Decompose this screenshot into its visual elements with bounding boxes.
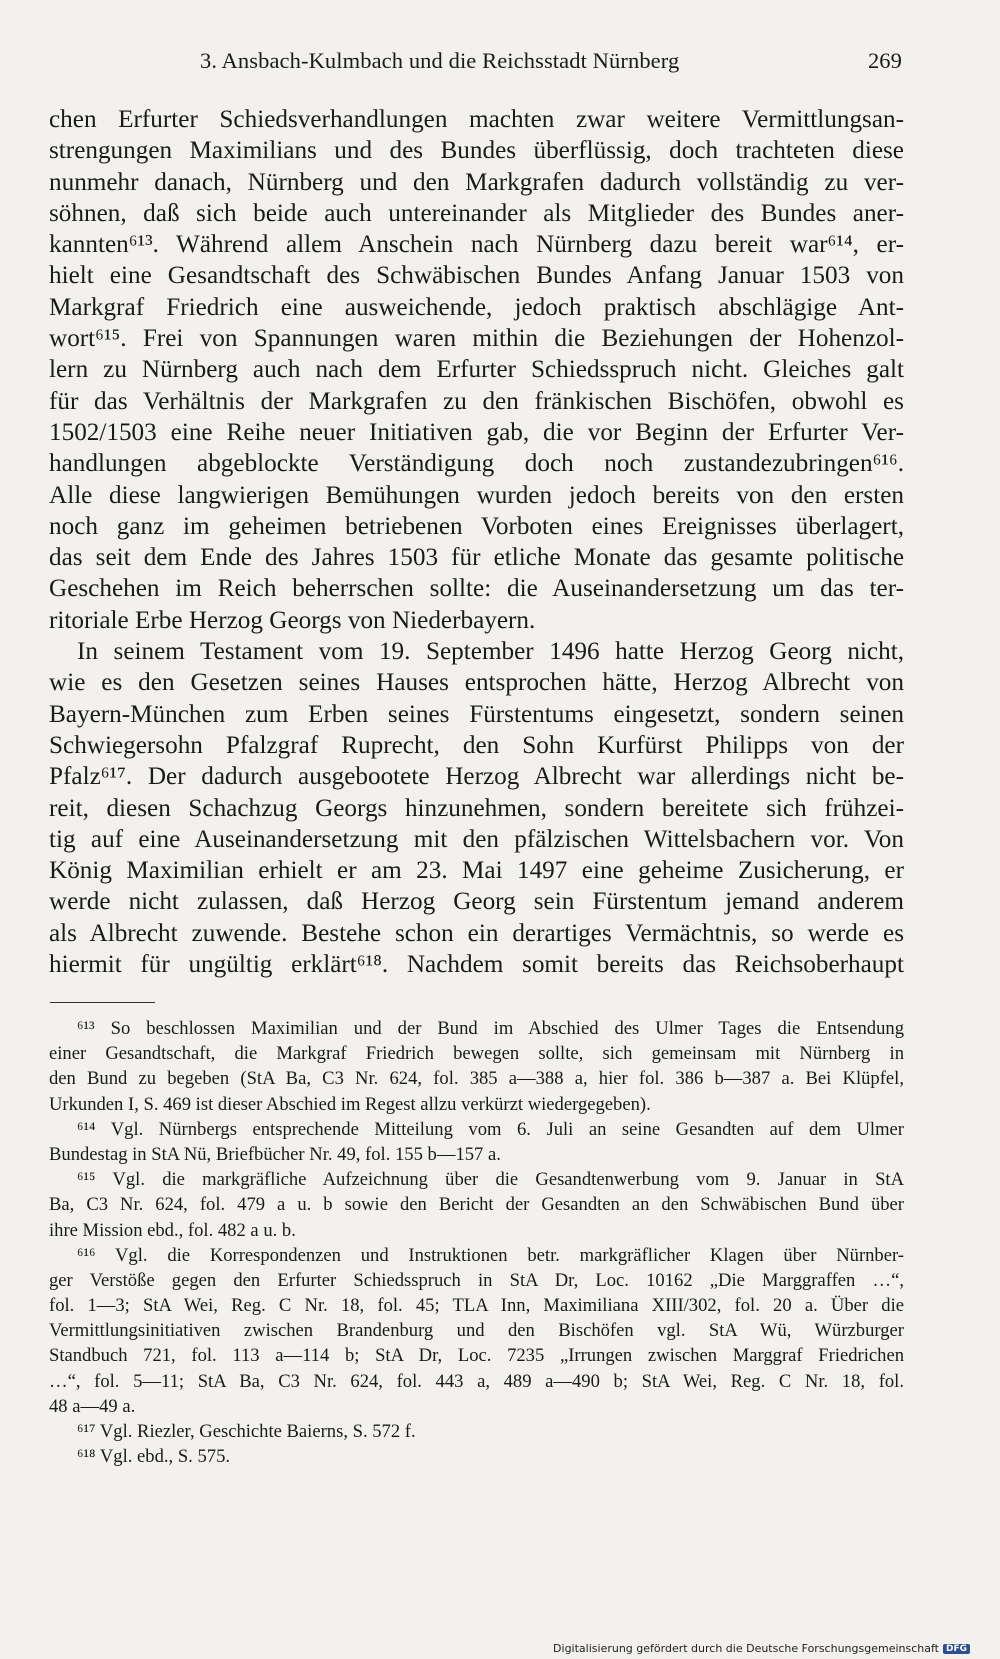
footnote-line: Bundestag in StA Nü, Briefbücher Nr. 49, fol. 155 b—157 a. bbox=[49, 1143, 501, 1165]
body-line: handlungen abgeblockte Verständigung doch noch zustandezubringen⁶¹⁶. bbox=[49, 450, 904, 478]
footnote-line: Vermittlungsinitiativen zwischen Brandenburg und den Bischöfen vgl. StA Wü, Würzburger bbox=[49, 1320, 904, 1342]
page-number: 269 bbox=[867, 48, 902, 73]
body-line: König Maximilian erhielt er am 23. Mai 1497 eine geheime Zusicherung, er bbox=[49, 857, 904, 885]
footnote-line: einer Gesandtschaft, die Markgraf Friedrich bewegen sollte, sich gemeinsam mit Nürnberg in bbox=[49, 1043, 904, 1065]
main-text bbox=[49, 104, 904, 980]
footnote-line: ⁶¹⁴ Vgl. Nürnbergs entsprechende Mitteilung vom 6. Juli an seine Gesandten auf dem Ulmer bbox=[77, 1118, 904, 1140]
body-line: ritoriale Erbe Herzog Georgs von Niederbayern. bbox=[49, 606, 536, 634]
footnote-separator bbox=[50, 1002, 155, 1003]
body-line: In seinem Testament vom 19. September 1496 hatte Herzog Georg nicht, bbox=[77, 638, 904, 666]
body-line: wie es den Gesetzen seines Hauses entsprochen hätte, Herzog Albrecht von bbox=[49, 669, 904, 697]
body-line: strengungen Maximilians und des Bundes überflüssig, doch trachteten diese bbox=[49, 137, 904, 165]
body-line: Geschehen im Reich beherrschen sollte: die Auseinandersetzung um das ter- bbox=[49, 575, 904, 603]
body-line: für das Verhältnis der Markgrafen zu den fränkischen Bischöfen, obwohl es bbox=[49, 387, 904, 415]
body-line: hiermit für ungültig erklärt⁶¹⁸. Nachdem somit bereits das Reichsoberhaupt bbox=[49, 951, 904, 979]
body-line: werde nicht zulassen, daß Herzog Georg sein Fürstentum jemand anderem bbox=[49, 888, 904, 916]
footnotes bbox=[49, 1016, 904, 1469]
digitization-credit bbox=[553, 1642, 970, 1655]
dfg-logo: DFG bbox=[943, 1644, 970, 1654]
body-line: Markgraf Friedrich eine ausweichende, jedoch praktisch abschlägige Ant- bbox=[49, 293, 904, 321]
body-line: Pfalz⁶¹⁷. Der dadurch ausgebootete Herzog Albrecht war allerdings nicht be- bbox=[49, 763, 904, 791]
running-title: 3. Ansbach-Kulmbach und die Reichsstadt Nürnberg bbox=[200, 48, 680, 73]
body-line: wort⁶¹⁵. Frei von Spannungen waren mithin die Beziehungen der Hohenzol- bbox=[49, 325, 904, 353]
footnote-line: ger Verstöße gegen den Erfurter Schiedsspruch in StA Dr, Loc. 10162 „Die Marggraffen …“, bbox=[49, 1269, 904, 1291]
body-line: söhnen, daß sich beide auch untereinander als Mitglieder des Bundes aner- bbox=[49, 199, 904, 227]
footnote-line: ⁶¹⁸ Vgl. ebd., S. 575. bbox=[77, 1446, 231, 1468]
footnote-line: Standbuch 721, fol. 113 a—114 b; StA Dr, Loc. 7235 „Irrungen zwischen Marggraf Friedrichen bbox=[49, 1345, 904, 1367]
body-line: 1502/1503 eine Reihe neuer Initiativen gab, die vor Beginn der Erfurter Ver- bbox=[49, 418, 904, 446]
footnote-line: ⁶¹⁵ Vgl. die markgräfliche Aufzeichnung über die Gesandtenwerbung vom 9. Januar in StA bbox=[77, 1169, 904, 1191]
body-line: als Albrecht zuwende. Bestehe schon ein derartiges Vermächtnis, so werde es bbox=[49, 919, 904, 947]
body-line: Schwiegersohn Pfalzgraf Ruprecht, den Sohn Kurfürst Philipps von der bbox=[49, 731, 904, 759]
body-line: reit, diesen Schachzug Georgs hinzunehmen, sondern bereitete sich frühzei- bbox=[49, 794, 904, 822]
footnote-line: den Bund zu begeben (StA Ba, C3 Nr. 624, fol. 385 a—388 a, hier fol. 386 b—387 a. Bei Klüpfel, bbox=[49, 1068, 904, 1090]
running-header bbox=[190, 48, 902, 78]
footnote-line: ihre Mission ebd., fol. 482 a u. b. bbox=[49, 1219, 296, 1241]
footnote-line: …“, fol. 5—11; StA Ba, C3 Nr. 624, fol. 443 a, 489 a—490 b; StA Wei, Reg. C Nr. 18, fol. bbox=[49, 1370, 904, 1392]
body-line: noch ganz im geheimen betriebenen Vorboten eines Ereignisses überlagert, bbox=[49, 512, 904, 540]
footnote-line: 48 a—49 a. bbox=[49, 1395, 136, 1417]
body-line: lern zu Nürnberg auch nach dem Erfurter Schiedsspruch nicht. Gleiches galt bbox=[49, 356, 904, 384]
footnote-line: ⁶¹⁷ Vgl. Riezler, Geschichte Baierns, S. 572 f. bbox=[77, 1421, 416, 1442]
body-line: chen Erfurter Schiedsverhandlungen machten zwar weitere Vermittlungsan- bbox=[49, 106, 904, 133]
body-line: tig auf eine Auseinandersetzung mit den pfälzischen Wittelsbachern vor. Von bbox=[49, 825, 904, 853]
footnote-line: ⁶¹⁶ Vgl. die Korrespondenzen und Instruktionen betr. markgräflicher Klagen über Nürnber- bbox=[77, 1244, 904, 1266]
footnote-line: Urkunden I, S. 469 ist dieser Abschied im Regest allzu verkürzt wiedergegeben). bbox=[49, 1093, 651, 1115]
footnote-line: ⁶¹³ So beschlossen Maximilian und der Bund im Abschied des Ulmer Tages die Entsendung bbox=[77, 1018, 904, 1039]
body-line: nunmehr danach, Nürnberg und den Markgrafen dadurch vollständig zu ver- bbox=[49, 168, 904, 196]
body-line: das seit dem Ende des Jahres 1503 für etliche Monate das gesamte politische bbox=[49, 544, 904, 572]
body-line: kannten⁶¹³. Während allem Anschein nach Nürnberg dazu bereit war⁶¹⁴, er- bbox=[49, 231, 904, 259]
body-line: hielt eine Gesandtschaft des Schwäbischen Bundes Anfang Januar 1503 von bbox=[49, 262, 904, 290]
footnote-line: fol. 1—3; StA Wei, Reg. C Nr. 18, fol. 45; TLA Inn, Maximiliana XIII/302, fol. 20 a. Über die bbox=[49, 1295, 904, 1317]
credit-text: Digitalisierung gefördert durch die Deutsche Forschungsgemeinschaft bbox=[553, 1642, 939, 1655]
footnote-line: Ba, C3 Nr. 624, fol. 479 a u. b sowie den Bericht der Gesandten an den Schwäbischen Bund über bbox=[49, 1194, 904, 1216]
body-line: Bayern-München zum Erben seines Fürstentums eingesetzt, sondern seinen bbox=[49, 700, 904, 728]
body-line: Alle diese langwierigen Bemühungen wurden jedoch bereits von den ersten bbox=[49, 481, 904, 509]
